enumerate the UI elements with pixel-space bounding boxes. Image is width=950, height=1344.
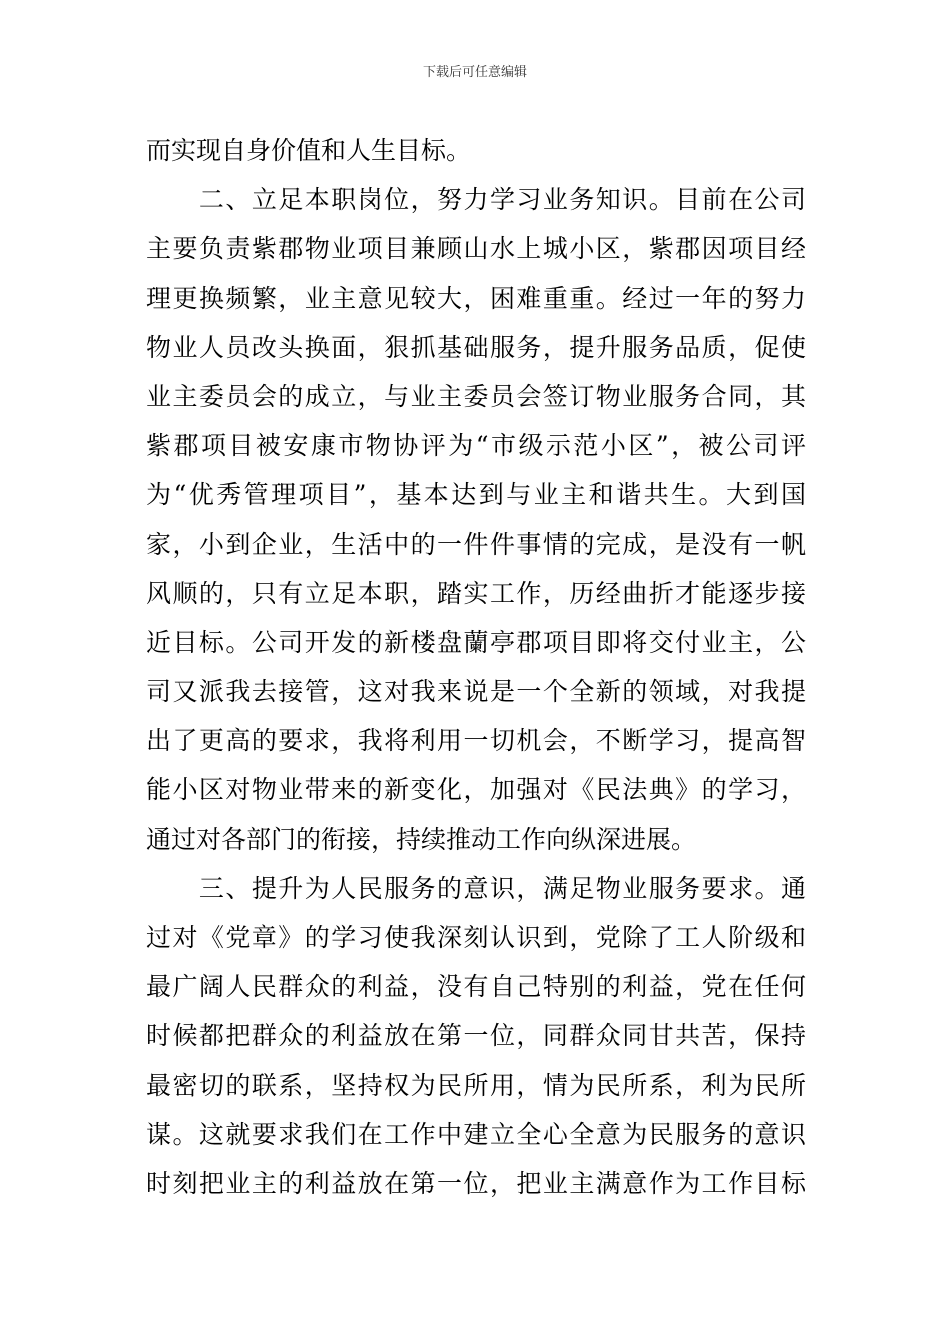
text-line: 出了更高的要求，我将利用一切机会，不断学习，提高智 <box>146 726 806 756</box>
document-body <box>146 126 806 1208</box>
text-line: 理更换频繁，业主意见较大，困难重重。经过一年的努力 <box>146 283 806 313</box>
text-line: 能小区对物业带来的新变化，加强对《民法典》的学习， <box>146 775 806 805</box>
text-line: 三、提升为人民服务的意识，满足物业服务要求。通 <box>146 873 806 903</box>
text-line: 家，小到企业，生活中的一件件事情的完成，是没有一帆 <box>146 529 806 559</box>
text-line: 风顺的，只有立足本职，踏实工作，历经曲折才能逐步接 <box>146 578 806 608</box>
text-line: 司又派我去接管，这对我来说是一个全新的领域，对我提 <box>146 677 806 707</box>
text-line: 物业人员改头换面，狠抓基础服务，提升服务品质，促使 <box>146 332 806 362</box>
page-header-watermark: 下载后可任意编辑 <box>422 65 527 80</box>
text-line: 过对《党章》的学习使我深刻认识到，党除了工人阶级和 <box>146 923 806 952</box>
text-line: 业主委员会的成立，与业主委员会签订物业服务合同，其 <box>146 381 806 411</box>
text-line: 通过对各部门的衔接，持续推动工作向纵深进展。 <box>146 824 697 854</box>
text-line: 紫郡项目被安康市物协评为“市级示范小区”，被公司评 <box>146 431 806 461</box>
text-line: 时刻把业主的利益放在第一位，把业主满意作为工作目标 <box>146 1168 806 1198</box>
text-line: 而实现自身价值和人生目标。 <box>146 136 472 165</box>
text-line: 最密切的联系，坚持权为民所用，情为民所系，利为民所 <box>146 1070 806 1100</box>
text-line: 谋。这就要求我们在工作中建立全心全意为民服务的意识 <box>146 1119 806 1149</box>
text-line: 为“优秀管理项目”，基本达到与业主和谐共生。大到国 <box>146 480 806 510</box>
text-line: 二、立足本职岗位，努力学习业务知识。目前在公司 <box>146 185 806 215</box>
text-line: 主要负责紫郡物业项目兼顾山水上城小区，紫郡因项目经 <box>146 234 806 264</box>
text-line: 近目标。公司开发的新楼盘蘭亭郡项目即将交付业主，公 <box>146 627 806 657</box>
text-line: 最广阔人民群众的利益，没有自己特别的利益，党在任何 <box>146 972 806 1002</box>
text-line: 时候都把群众的利益放在第一位，同群众同甘共苦，保持 <box>146 1021 806 1051</box>
